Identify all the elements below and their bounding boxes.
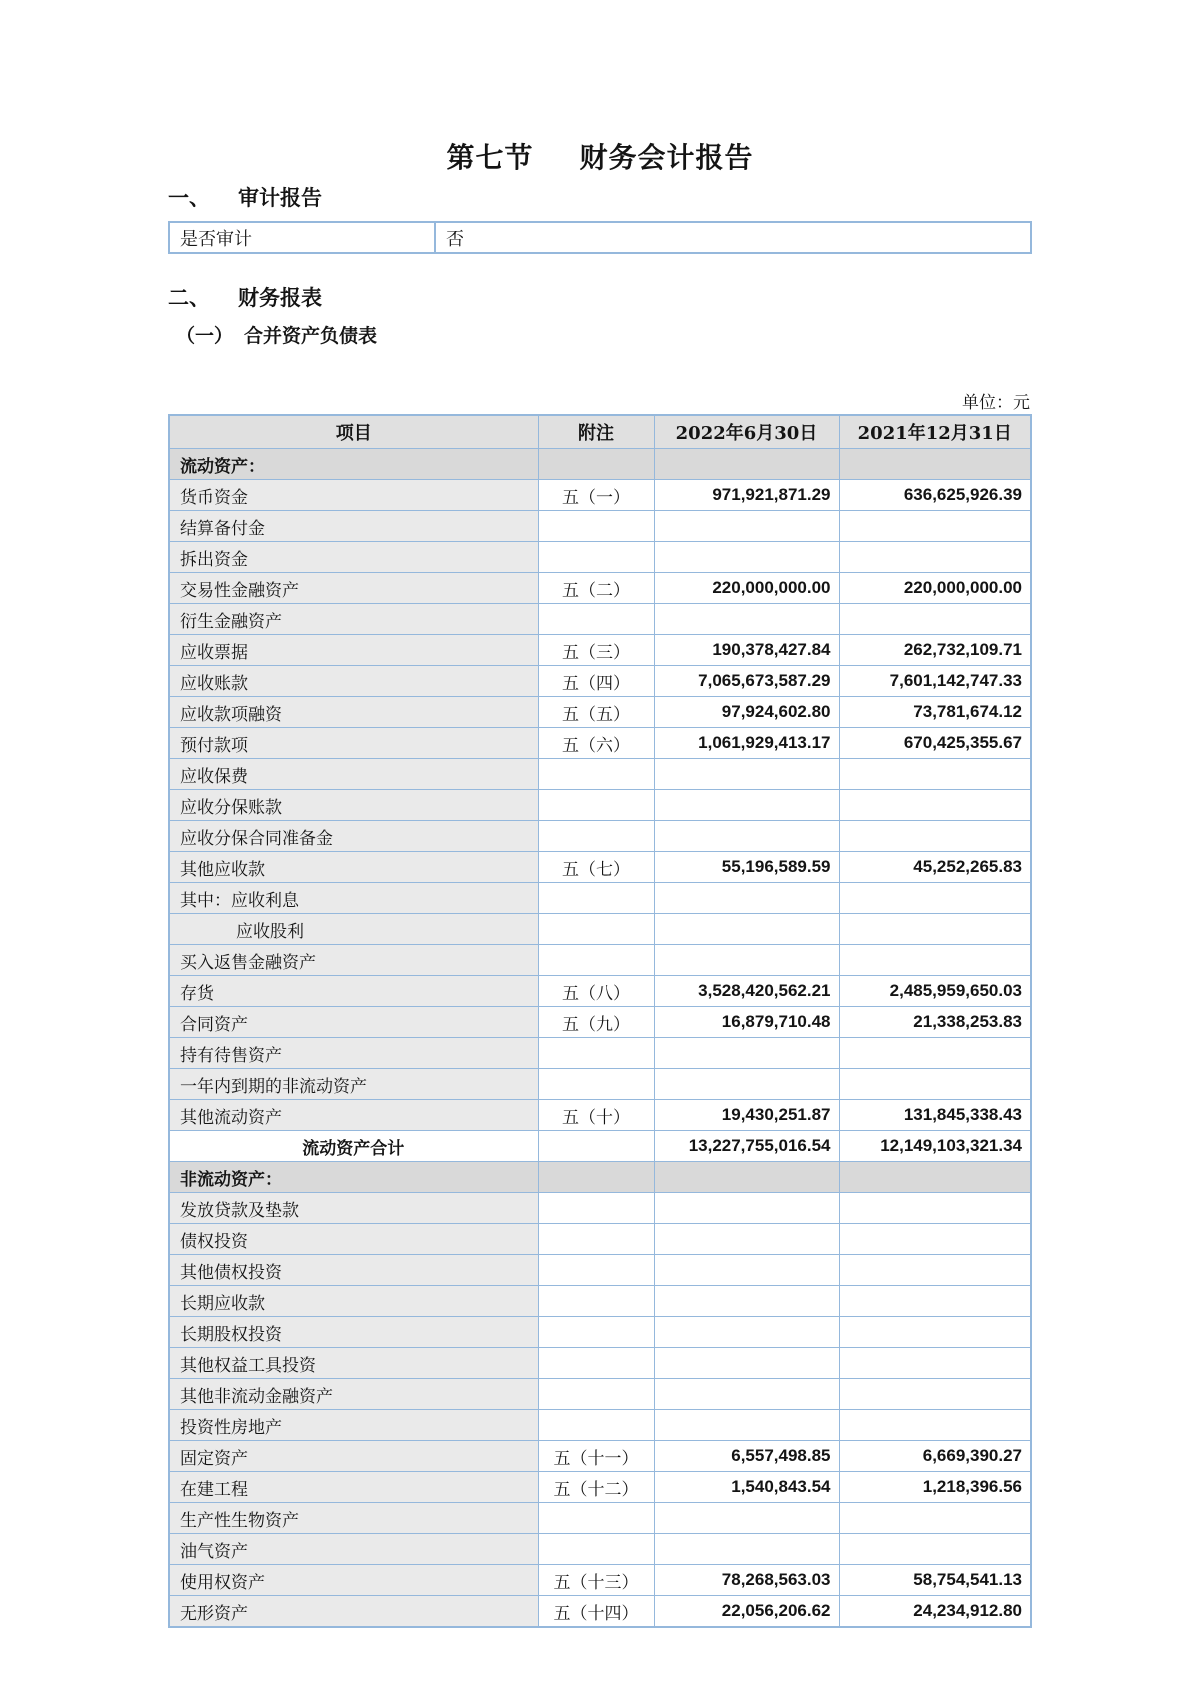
item-cell: 油气资产 <box>169 1534 538 1565</box>
item-cell: 发放贷款及垫款 <box>169 1193 538 1224</box>
value-2022-cell <box>654 914 839 945</box>
note-cell <box>538 945 654 976</box>
value-2021-cell <box>839 759 1031 790</box>
item-cell: 其他应收款 <box>169 852 538 883</box>
item-cell: 流动资产合计 <box>169 1131 538 1162</box>
item-cell: 其他非流动金融资产 <box>169 1379 538 1410</box>
value-2021-cell: 131,845,338.43 <box>839 1100 1031 1131</box>
note-cell <box>538 1255 654 1286</box>
table-row <box>169 635 1031 666</box>
note-cell: 五（三） <box>538 635 654 666</box>
item-cell: 应收股利 <box>169 914 538 945</box>
item-cell: 应收票据 <box>169 635 538 666</box>
item-cell: 长期应收款 <box>169 1286 538 1317</box>
value-2021-cell <box>839 945 1031 976</box>
item-cell: 长期股权投资 <box>169 1317 538 1348</box>
value-2022-cell <box>654 1193 839 1224</box>
item-cell: 应收保费 <box>169 759 538 790</box>
value-2022-cell: 13,227,755,016.54 <box>654 1131 839 1162</box>
heading-label: 合并资产负债表 <box>244 325 378 347</box>
value-2022-cell <box>654 1379 839 1410</box>
value-2021-cell <box>839 1069 1031 1100</box>
value-2021-cell <box>839 1255 1031 1286</box>
value-2021-cell: 58,754,541.13 <box>839 1565 1031 1596</box>
value-2022-cell: 6,557,498.85 <box>654 1441 839 1472</box>
value-2022-cell <box>654 759 839 790</box>
item-cell: 流动资产： <box>169 449 538 480</box>
value-2022-cell: 78,268,563.03 <box>654 1565 839 1596</box>
table-row <box>169 1131 1031 1162</box>
table-row <box>169 790 1031 821</box>
value-2021-cell: 1,218,396.56 <box>839 1472 1031 1503</box>
value-2022-cell: 7,065,673,587.29 <box>654 666 839 697</box>
item-cell: 应收分保账款 <box>169 790 538 821</box>
heading-label: 审计报告 <box>238 185 322 210</box>
note-cell <box>538 1038 654 1069</box>
item-cell: 存货 <box>169 976 538 1007</box>
note-cell: 五（十四） <box>538 1596 654 1628</box>
item-cell: 其他权益工具投资 <box>169 1348 538 1379</box>
item-cell: 应收款项融资 <box>169 697 538 728</box>
item-cell: 持有待售资产 <box>169 1038 538 1069</box>
value-2022-cell <box>654 1410 839 1441</box>
note-cell: 五（十一） <box>538 1441 654 1472</box>
value-2021-cell: 6,669,390.27 <box>839 1441 1031 1472</box>
value-2022-cell: 971,921,871.29 <box>654 480 839 511</box>
item-cell: 债权投资 <box>169 1224 538 1255</box>
table-row <box>169 1565 1031 1596</box>
note-cell <box>538 1224 654 1255</box>
note-cell: 五（七） <box>538 852 654 883</box>
heading-financial-statements <box>168 282 322 312</box>
table-row <box>169 1348 1031 1379</box>
value-2021-cell <box>839 449 1031 480</box>
value-2022-cell <box>654 604 839 635</box>
value-2022-cell: 1,540,843.54 <box>654 1472 839 1503</box>
table-row <box>169 1193 1031 1224</box>
table-row <box>169 697 1031 728</box>
item-cell: 一年内到期的非流动资产 <box>169 1069 538 1100</box>
value-2021-cell <box>839 542 1031 573</box>
note-cell <box>538 1193 654 1224</box>
item-cell: 投资性房地产 <box>169 1410 538 1441</box>
value-2021-cell: 12,149,103,321.34 <box>839 1131 1031 1162</box>
column-header-2022: 2022年6月30日 <box>654 415 839 449</box>
value-2022-cell: 1,061,929,413.17 <box>654 728 839 759</box>
table-row <box>169 728 1031 759</box>
value-2021-cell <box>839 1379 1031 1410</box>
value-2022-cell <box>654 1162 839 1193</box>
note-cell: 五（一） <box>538 480 654 511</box>
table-row <box>169 1410 1031 1441</box>
note-cell <box>538 914 654 945</box>
item-cell: 合同资产 <box>169 1007 538 1038</box>
unit-label: 单位：元 <box>962 393 1030 413</box>
note-cell: 五（六） <box>538 728 654 759</box>
value-2021-cell <box>839 821 1031 852</box>
value-2022-cell <box>654 1503 839 1534</box>
value-2022-cell: 55,196,589.59 <box>654 852 839 883</box>
table-row <box>169 222 1031 253</box>
item-cell: 在建工程 <box>169 1472 538 1503</box>
table-row <box>169 1503 1031 1534</box>
note-cell <box>538 511 654 542</box>
item-cell: 固定资产 <box>169 1441 538 1472</box>
item-cell: 预付款项 <box>169 728 538 759</box>
table-row <box>169 976 1031 1007</box>
item-cell: 非流动资产： <box>169 1162 538 1193</box>
value-2021-cell <box>839 1534 1031 1565</box>
value-2021-cell <box>839 1503 1031 1534</box>
value-2021-cell: 220,000,000.00 <box>839 573 1031 604</box>
note-cell: 五（十三） <box>538 1565 654 1596</box>
value-2021-cell <box>839 1410 1031 1441</box>
table-row <box>169 666 1031 697</box>
note-cell <box>538 883 654 914</box>
value-2021-cell <box>839 1317 1031 1348</box>
item-cell: 拆出资金 <box>169 542 538 573</box>
note-cell <box>538 1348 654 1379</box>
value-2021-cell: 670,425,355.67 <box>839 728 1031 759</box>
value-2021-cell: 7,601,142,747.33 <box>839 666 1031 697</box>
note-cell <box>538 1286 654 1317</box>
value-2021-cell <box>839 511 1031 542</box>
note-cell <box>538 1317 654 1348</box>
value-2022-cell: 16,879,710.48 <box>654 1007 839 1038</box>
item-cell: 货币资金 <box>169 480 538 511</box>
header-row <box>169 415 1031 449</box>
table-row <box>169 1069 1031 1100</box>
value-2022-cell <box>654 1255 839 1286</box>
heading-audit-report <box>168 182 322 212</box>
value-2022-cell <box>654 542 839 573</box>
heading-number: 二、 <box>168 285 210 310</box>
value-2021-cell <box>839 1193 1031 1224</box>
value-2021-cell <box>839 914 1031 945</box>
table-row <box>169 1007 1031 1038</box>
value-2022-cell: 22,056,206.62 <box>654 1596 839 1628</box>
value-2021-cell <box>839 790 1031 821</box>
table-row <box>169 1162 1031 1193</box>
table-row <box>169 1317 1031 1348</box>
note-cell <box>538 1503 654 1534</box>
value-2022-cell <box>654 945 839 976</box>
value-2022-cell <box>654 1348 839 1379</box>
note-cell <box>538 1379 654 1410</box>
value-2022-cell <box>654 511 839 542</box>
value-2022-cell <box>654 1317 839 1348</box>
note-cell: 五（四） <box>538 666 654 697</box>
value-2022-cell <box>654 449 839 480</box>
item-cell: 应收分保合同准备金 <box>169 821 538 852</box>
item-cell: 使用权资产 <box>169 1565 538 1596</box>
table-row <box>169 480 1031 511</box>
note-cell <box>538 1162 654 1193</box>
value-2022-cell <box>654 883 839 914</box>
note-cell <box>538 1534 654 1565</box>
note-cell <box>538 449 654 480</box>
page-title <box>0 136 1200 176</box>
value-2022-cell: 3,528,420,562.21 <box>654 976 839 1007</box>
value-2021-cell: 45,252,265.83 <box>839 852 1031 883</box>
value-2022-cell: 97,924,602.80 <box>654 697 839 728</box>
note-cell <box>538 790 654 821</box>
value-2022-cell <box>654 1038 839 1069</box>
item-cell: 交易性金融资产 <box>169 573 538 604</box>
table-row <box>169 542 1031 573</box>
column-header-item: 项目 <box>169 415 538 449</box>
value-2022-cell <box>654 1069 839 1100</box>
table-row <box>169 449 1031 480</box>
table-row <box>169 1379 1031 1410</box>
column-header-2021: 2021年12月31日 <box>839 415 1031 449</box>
audit-value-cell: 否 <box>435 222 1031 253</box>
value-2021-cell <box>839 604 1031 635</box>
table-row <box>169 1596 1031 1628</box>
item-cell: 无形资产 <box>169 1596 538 1628</box>
note-cell: 五（五） <box>538 697 654 728</box>
value-2022-cell: 220,000,000.00 <box>654 573 839 604</box>
table-row <box>169 1534 1031 1565</box>
value-2022-cell <box>654 790 839 821</box>
table-row <box>169 604 1031 635</box>
table-row <box>169 1255 1031 1286</box>
heading-number: 一、 <box>168 185 210 210</box>
audit-label-cell: 是否审计 <box>169 222 435 253</box>
column-header-note: 附注 <box>538 415 654 449</box>
value-2022-cell <box>654 1286 839 1317</box>
value-2022-cell <box>654 1224 839 1255</box>
table-row <box>169 1286 1031 1317</box>
value-2021-cell <box>839 1286 1031 1317</box>
heading-number: （一） <box>176 325 234 347</box>
table-row <box>169 1100 1031 1131</box>
value-2021-cell <box>839 1162 1031 1193</box>
note-cell <box>538 604 654 635</box>
table-row <box>169 759 1031 790</box>
table-row <box>169 1038 1031 1069</box>
table-row <box>169 883 1031 914</box>
page-title-text: 财务会计报告 <box>579 141 754 174</box>
value-2021-cell <box>839 1348 1031 1379</box>
value-2022-cell: 190,378,427.84 <box>654 635 839 666</box>
note-cell: 五（二） <box>538 573 654 604</box>
note-cell: 五（九） <box>538 1007 654 1038</box>
balance-sheet-table <box>168 414 1032 1628</box>
table-row <box>169 914 1031 945</box>
item-cell: 结算备付金 <box>169 511 538 542</box>
table-row <box>169 511 1031 542</box>
item-cell: 其中：应收利息 <box>169 883 538 914</box>
note-cell <box>538 1131 654 1162</box>
table-row <box>169 1441 1031 1472</box>
page-title-section-number: 第七节 <box>446 141 534 174</box>
value-2021-cell: 21,338,253.83 <box>839 1007 1031 1038</box>
note-cell <box>538 821 654 852</box>
note-cell <box>538 542 654 573</box>
table-row <box>169 852 1031 883</box>
value-2022-cell <box>654 1534 839 1565</box>
note-cell <box>538 759 654 790</box>
value-2021-cell: 24,234,912.80 <box>839 1596 1031 1628</box>
note-cell: 五（十二） <box>538 1472 654 1503</box>
value-2021-cell <box>839 1224 1031 1255</box>
note-cell: 五（十） <box>538 1100 654 1131</box>
value-2021-cell: 73,781,674.12 <box>839 697 1031 728</box>
balance-sheet-body <box>169 449 1031 1628</box>
table-row <box>169 821 1031 852</box>
table-row <box>169 573 1031 604</box>
item-cell: 应收账款 <box>169 666 538 697</box>
value-2021-cell: 2,485,959,650.03 <box>839 976 1031 1007</box>
audit-table <box>168 221 1032 254</box>
heading-label: 财务报表 <box>238 285 322 310</box>
value-2021-cell: 636,625,926.39 <box>839 480 1031 511</box>
note-cell <box>538 1410 654 1441</box>
value-2022-cell <box>654 821 839 852</box>
value-2021-cell <box>839 1038 1031 1069</box>
note-cell: 五（八） <box>538 976 654 1007</box>
item-cell: 衍生金融资产 <box>169 604 538 635</box>
note-cell <box>538 1069 654 1100</box>
table-row <box>169 945 1031 976</box>
value-2022-cell: 19,430,251.87 <box>654 1100 839 1131</box>
item-cell: 其他债权投资 <box>169 1255 538 1286</box>
value-2021-cell <box>839 883 1031 914</box>
table-row <box>169 1224 1031 1255</box>
table-row <box>169 1472 1031 1503</box>
heading-consolidated-balance-sheet <box>176 321 377 348</box>
item-cell: 其他流动资产 <box>169 1100 538 1131</box>
value-2021-cell: 262,732,109.71 <box>839 635 1031 666</box>
item-cell: 买入返售金融资产 <box>169 945 538 976</box>
item-cell: 生产性生物资产 <box>169 1503 538 1534</box>
